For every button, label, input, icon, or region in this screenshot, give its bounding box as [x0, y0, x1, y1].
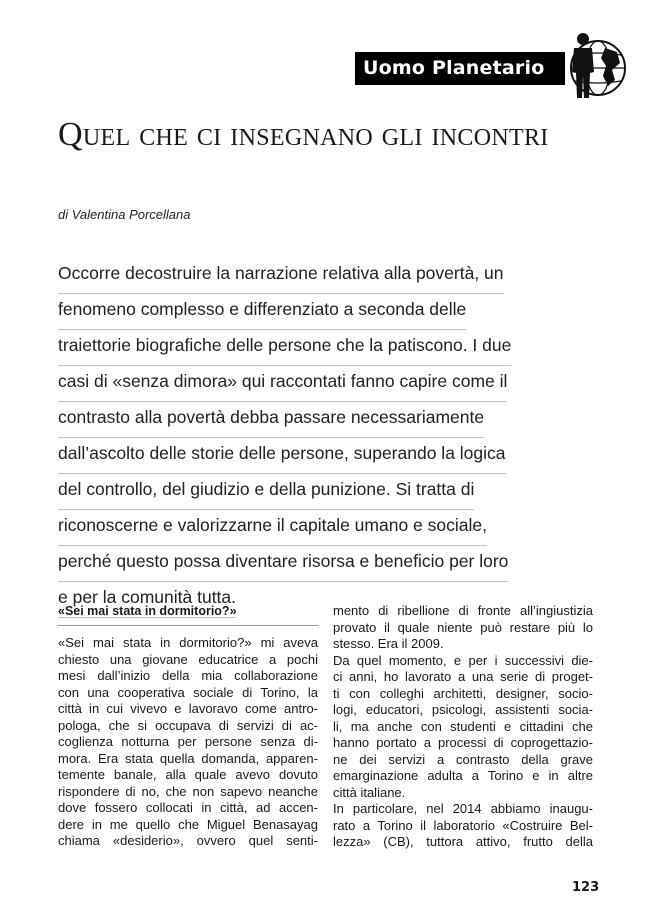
text-line: mento di ribellione di fronte all’ingiustizia — [333, 603, 593, 618]
text-line: dere in me quello che Miguel Benasayag — [58, 816, 318, 832]
text-line: temente banale, alla quale avevo dovuto — [58, 767, 318, 782]
abstract-line: perché questo possa diventare risorsa e beneficio per loro — [58, 546, 508, 582]
abstract-line: dall’ascolto delle storie delle persone, superando la logica — [58, 438, 506, 474]
left-column-text — [58, 635, 318, 850]
section-subheading: «Sei mai stata in dormitorio?» — [58, 603, 318, 626]
text-line: città italiane. — [333, 784, 406, 800]
page-number: 123 — [572, 880, 600, 895]
text-line: pologa, che si occupava di servizi di ac- — [58, 717, 318, 733]
text-line: dove fossero collocati in città, ad accen- — [58, 800, 318, 815]
abstract-line: riconoscerne e valorizzarne il capitale umano e sociale, — [58, 510, 487, 546]
text-line: rispondere di no, che non sapevo neanche — [58, 783, 318, 799]
text-line: coglienza notturna per persone senza di- — [58, 734, 318, 749]
text-line: lezza» (CB), tuttora attivo, frutto della — [333, 834, 593, 849]
text-line: stesso. Era il 2009. — [333, 636, 444, 651]
text-line: In particolare, nel 2014 abbiamo inaugu- — [333, 801, 593, 816]
abstract-line: traiettorie biografiche delle persone che la patiscono. I due — [58, 330, 511, 366]
abstract-line: e per la comunità tutta. — [58, 582, 236, 618]
text-line: ne dei servizi a contrasto della grave — [333, 751, 593, 767]
right-column-text — [333, 603, 593, 851]
text-line: ci anni, ho lavorato a una serie di proget- — [333, 669, 593, 684]
text-line: ti con colleghi architetti, designer, socio- — [333, 685, 593, 701]
text-line: «Sei mai stata in dormitorio?» mi aveva — [58, 635, 318, 650]
right-column — [333, 603, 593, 851]
abstract-line: contrasto alla povertà debba passare necessariamente — [58, 402, 484, 438]
section-tag: Uomo Planetario — [355, 52, 565, 85]
text-line: con una cooperativa sociale di Torino, la — [58, 684, 318, 700]
text-line: chiesto una giovane educatrice a pochi — [58, 651, 318, 667]
text-line: mesi dall’inizio della mia collaborazione — [58, 668, 318, 683]
text-line: città in cui vivevo e lavoravo come antro- — [58, 701, 318, 716]
text-line: chiama «desiderio», ovvero quel senti- — [58, 833, 318, 848]
article-title: Quel che ci insegnano gli incontri — [58, 116, 549, 153]
text-line: hanno portato a processi di coprogettazio- — [333, 735, 593, 750]
text-line: rato a Torino il laboratorio «Costruire Bel- — [333, 817, 593, 833]
text-line: li, ma anche con studenti e cittadini che — [333, 718, 593, 734]
text-line: emarginazione adulta a Torino e in altre — [333, 768, 593, 783]
text-line: mora. Era stata quella domanda, apparen- — [58, 750, 318, 766]
abstract-line: Occorre decostruire la narrazione relativa alla povertà, un — [58, 258, 504, 294]
article-abstract — [58, 258, 618, 618]
globe-man-icon — [565, 30, 627, 102]
text-line: provato il quale niente può restare più lo — [333, 619, 593, 635]
abstract-line: del controllo, del giudizio e della punizione. Si tratta di — [58, 474, 474, 510]
text-line: Da quel momento, e per i successivi die- — [333, 652, 593, 668]
abstract-line: casi di «senza dimora» qui raccontati fanno capire come il — [58, 366, 507, 402]
left-column — [58, 603, 318, 850]
article-byline: di Valentina Porcellana — [58, 207, 191, 222]
text-line: logi, educatori, psicologi, assistenti socia- — [333, 702, 593, 717]
abstract-line: fenomeno complesso e differenziato a seconda delle — [58, 294, 466, 330]
